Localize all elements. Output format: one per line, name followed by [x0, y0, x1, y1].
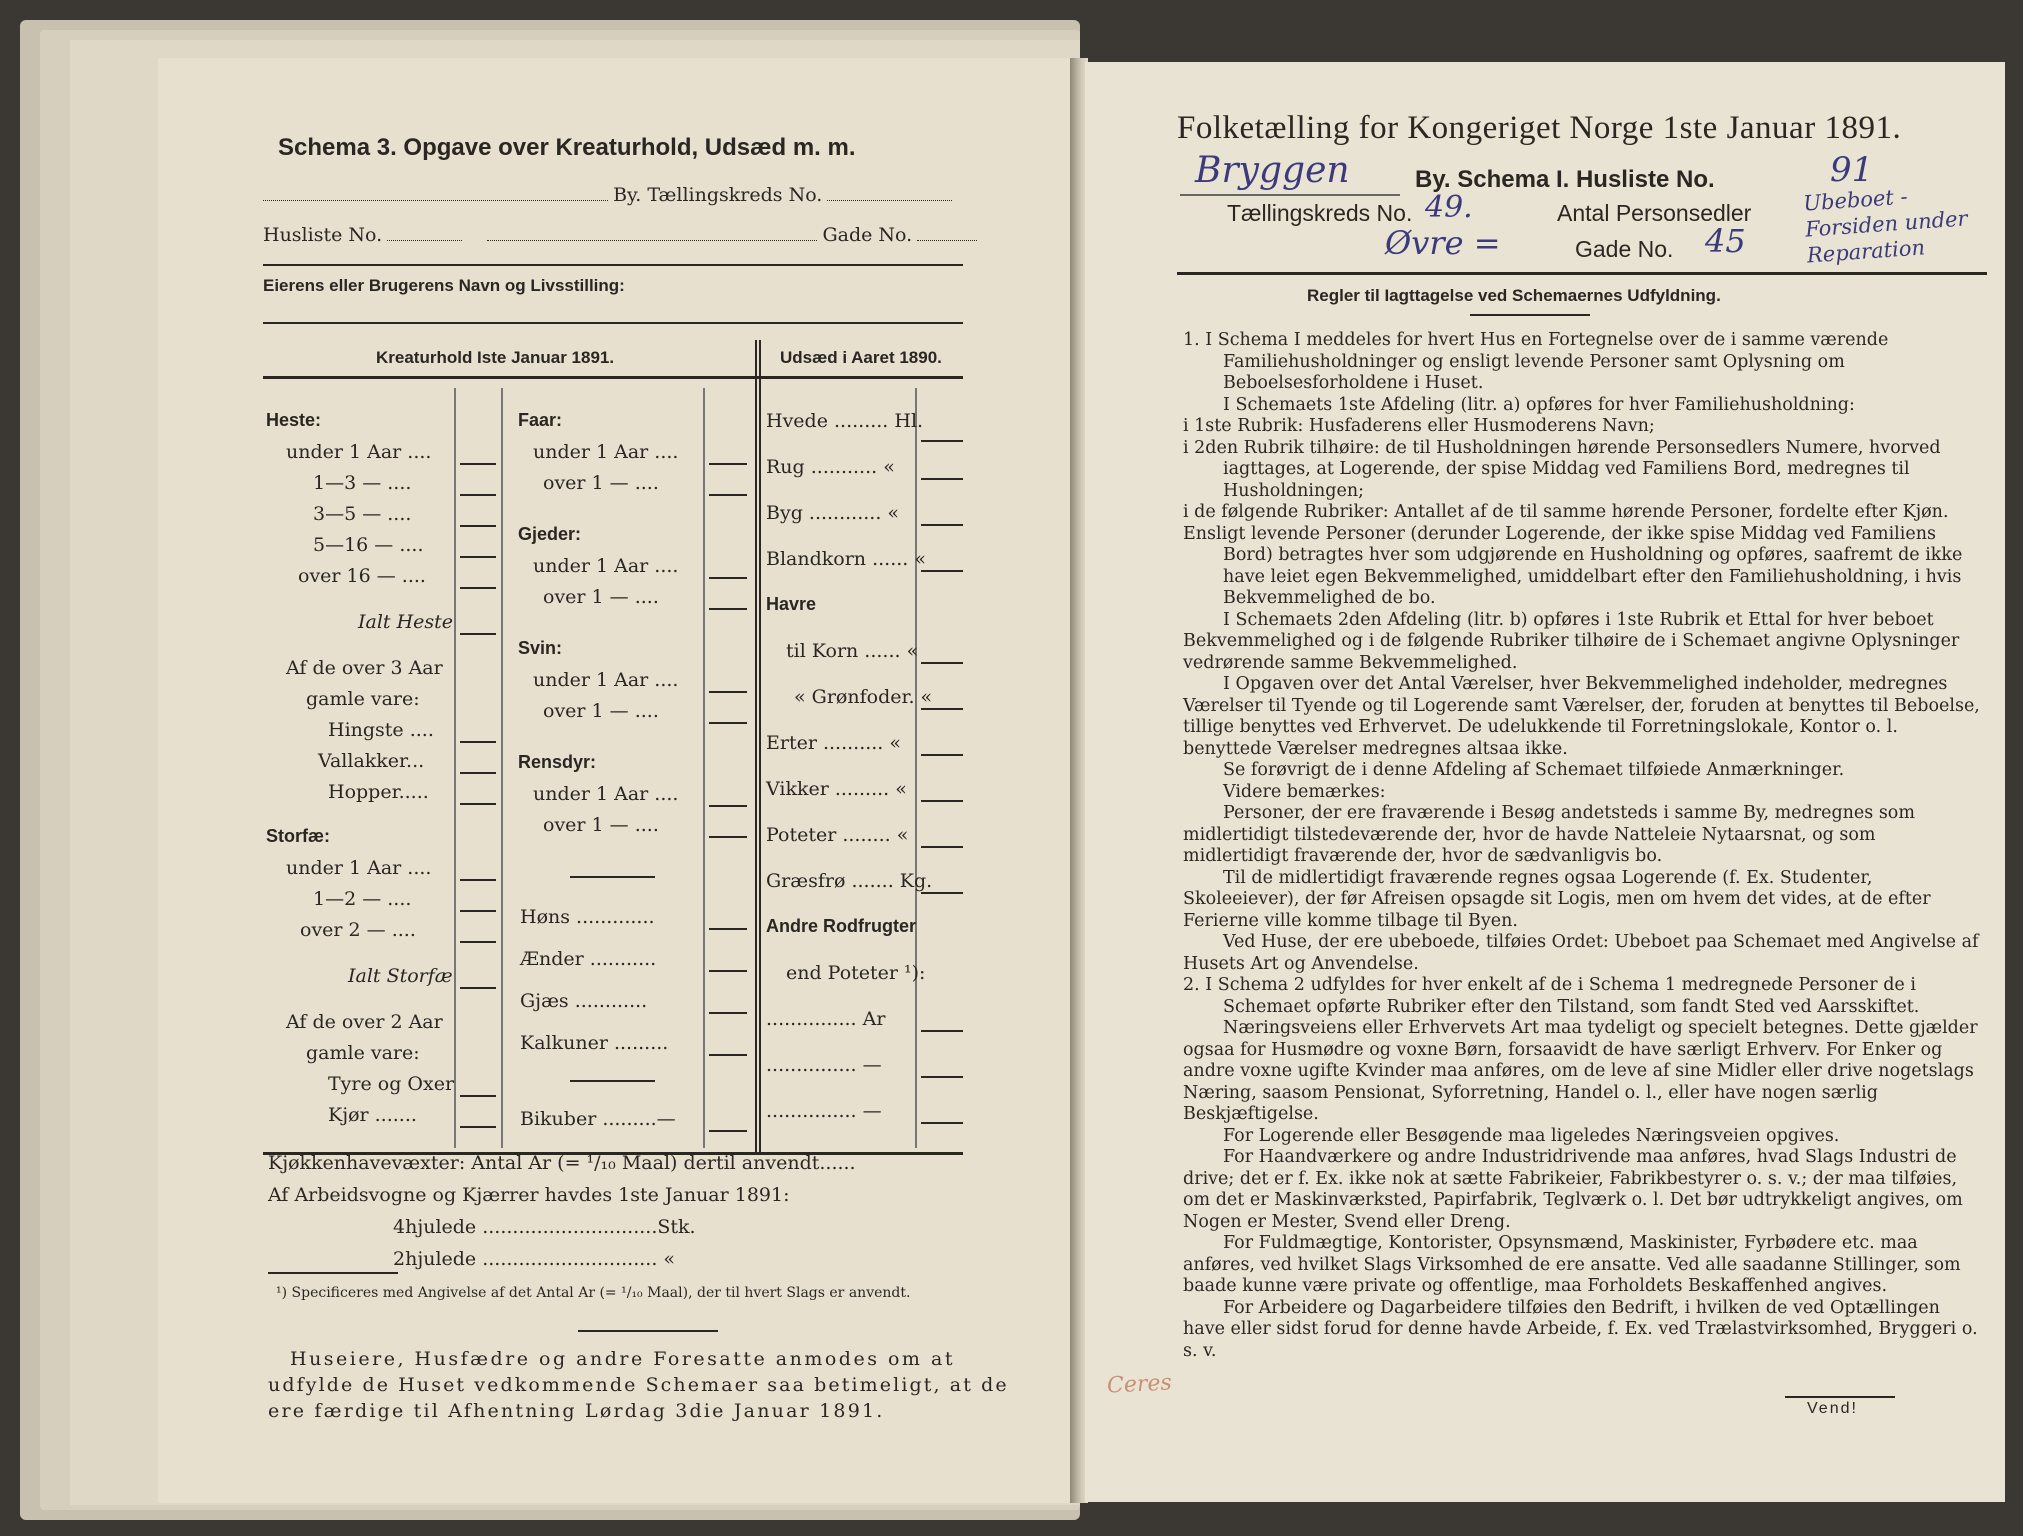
- kreatur-row: Kjør .......: [328, 1104, 417, 1126]
- answer-line: [921, 440, 963, 442]
- by-tellingskreds-label: By. Tællingskreds No.: [613, 184, 823, 206]
- rensdyr-label: Rensdyr:: [518, 752, 597, 772]
- pencil-note: Ceres: [1106, 1370, 1173, 1399]
- answer-line: [921, 570, 963, 572]
- divider-line: [263, 322, 963, 324]
- rules-title: Regler til Iagttagelse ved Schemaernes Udfyldning.: [1307, 286, 1721, 305]
- tellingskreds-blank: [827, 200, 952, 201]
- rule-paragraph: Til de midlertidigt fraværende regnes ogsaa Logerende (f. Ex. Studenter, Skoleeiever), der før Afreisen opsagde sit Logis, men om hvem det vides, at de efter Ferierne ville komme tilbage til Byen.: [1183, 867, 1931, 931]
- gronfoder-row: « Grønfoder. «: [794, 686, 933, 708]
- rodfrugt-row: ............... —: [766, 1100, 882, 1122]
- answer-line: [460, 772, 496, 774]
- answer-line: [709, 577, 747, 579]
- answer-line: [709, 463, 747, 465]
- byg-row: Byg ............ «: [766, 502, 900, 524]
- answer-line: [460, 941, 496, 943]
- column-rule: [703, 388, 705, 1148]
- answer-line: [921, 1122, 963, 1124]
- rule-paragraph: Næringsveiens eller Erhvervets Art maa tydeligt og specielt betegnes. Dette gjælder ogsaa for Husmødre og voxne Børn, forsaavidt de have særligt Erhverv. For Enker og andre voxne ugifte Kvinder maa anføres, om de leve af sine Midler eller drive nogetslags Næring, saasom Pensionat, Syforretning, Handel o. l., eller have nogen særlig Beskjæftigelse.: [1183, 1018, 1978, 1124]
- firehjulede-line: 4hjulede .............................Stk.: [393, 1216, 696, 1238]
- answer-line: [460, 1095, 496, 1097]
- kjokkenhave-line: Kjøkkenhavevæxter: Antal Ar (= ¹/₁₀ Maal) dertil anvendt......: [268, 1152, 856, 1174]
- right-page: [1085, 62, 2005, 1502]
- kreatur-row: over 2 — ....: [300, 919, 416, 941]
- answer-line: [460, 587, 496, 589]
- gade-handwritten: Øvre =: [1385, 224, 1501, 262]
- rule-paragraph: 2. I Schema 2 udfyldes for hver enkelt af de i Schema 1 medregnede Personer de i Schemaet opførte Rubriker efter den Tilstand, som fandt Sted ved Aarsskiftet.: [1183, 975, 1920, 1017]
- tellingskreds-label: Tællingskreds No.: [1227, 200, 1413, 226]
- closing-line-2: udfylde de Huset vedkommende Schemaer saa betimeligt, at de: [268, 1374, 1009, 1396]
- rule-paragraph: I Schemaets 2den Afdeling (litr. b) opføres i 1ste Rubrik et Ettal for hver beboet Bekvemmelighed og i de følgende Rubriker tilhøire de i Schemaet angivne Oplysninger vedrørende samme Bekvemmelighed.: [1183, 609, 1960, 673]
- answer-line: [921, 1076, 963, 1078]
- kreatur-row: under 1 Aar ....: [533, 783, 679, 805]
- kreatur-row: Vallakker...: [318, 750, 425, 772]
- answer-line: [709, 608, 747, 610]
- antal-handwritten-note: Ubeboet - Forsiden under Reparation: [1802, 184, 1969, 268]
- kreatur-row: under 1 Aar ....: [533, 555, 679, 577]
- answer-line: [460, 803, 496, 805]
- ialt-storfae: Ialt Storfæ: [348, 965, 453, 987]
- andre-rodfrugter-label: Andre Rodfrugter: [766, 916, 916, 936]
- ialt-heste: Ialt Heste: [358, 611, 454, 633]
- kalkuner-row: Kalkuner .........: [520, 1032, 669, 1054]
- rule-paragraph: Personer, der ere fraværende i Besøg andetsteds i samme By, medregnes som midlertidigt tilstedeværende der, hvor de havde Natteleie Nytaarsnat, og som midlertidigt fraværende der, hvor de sædvanligvis bo.: [1183, 803, 1915, 866]
- aender-row: Ænder ...........: [520, 948, 657, 970]
- kreatur-row: 1—2 — ....: [313, 888, 412, 910]
- gade-label: Gade No.: [822, 224, 913, 246]
- vend-rule: [1785, 1396, 1895, 1398]
- answer-line: [709, 1130, 747, 1132]
- footnote: ¹) Specificeres med Angivelse af det Antal Ar (= ¹/₁₀ Maal), der til hvert Slags er anvendt.: [276, 1285, 911, 1301]
- answer-line: [921, 708, 963, 710]
- kreatur-row: Hopper.....: [328, 781, 429, 803]
- rule-paragraph: Ved Huse, der ere ubeboede, tilføies Ordet: Ubeboet paa Schemaet med Angivelse af Husets Art og Anvendelse.: [1183, 932, 1979, 974]
- column-rule: [915, 388, 917, 1148]
- kreatur-row: over 1 — ....: [543, 472, 659, 494]
- answer-line: [460, 879, 496, 881]
- kreatur-row: 5—16 — ....: [313, 534, 424, 556]
- vend-label: Vend!: [1807, 1400, 1858, 1417]
- answer-line: [921, 478, 963, 480]
- answer-line: [709, 722, 747, 724]
- answer-line: [921, 800, 963, 802]
- poteter-row: Poteter ........ «: [766, 824, 909, 846]
- answer-line: [921, 892, 963, 894]
- graesfro-row: Græsfrø ....... Kg.: [766, 870, 933, 892]
- answer-line: [709, 1054, 747, 1056]
- kreatur-row: over 16 — ....: [298, 565, 426, 587]
- husliste-row: [263, 224, 977, 246]
- kreatur-row: gamle vare:: [306, 1042, 420, 1064]
- footnote-rule: [578, 1330, 718, 1332]
- by-blank: [1180, 194, 1400, 196]
- answer-line: [921, 662, 963, 664]
- answer-line: [460, 741, 496, 743]
- rule-paragraph: I Opgaven over det Antal Værelser, hver Bekvemmelighed indeholder, medregnes Værelser til Tyende og til Logerende samt Værelser, der, foruden at benyttes til Beboelse, tillige benyttes ved Erhvervet. De udelukkende til Forretningslokale, Kontor o. l. benyttede Værelser medregnes altsaa ikke.: [1183, 674, 1980, 759]
- vikker-row: Vikker ......... «: [766, 778, 907, 800]
- end-poteter-label: end Poteter ¹):: [786, 962, 926, 984]
- eier-label: Eierens eller Brugerens Navn og Livsstilling:: [263, 276, 625, 295]
- left-page: [158, 58, 1070, 1503]
- answer-line: [709, 1012, 747, 1014]
- schema3-title: Schema 3. Opgave over Kreaturhold, Udsæd m. m.: [278, 134, 856, 161]
- rodfrugt-row: ............... —: [766, 1054, 882, 1076]
- answer-line: [709, 494, 747, 496]
- answer-line: [460, 463, 496, 465]
- closing-line-1: Huseiere, Husfædre og andre Foresatte anmodes om at: [290, 1348, 955, 1370]
- kreatur-row: gamle vare:: [306, 688, 420, 710]
- erter-row: Erter .......... «: [766, 732, 902, 754]
- answer-line: [921, 524, 963, 526]
- kreatur-row: 1—3 — ....: [313, 472, 412, 494]
- kreatur-row: Af de over 3 Aar: [286, 657, 443, 679]
- divider-short: [570, 876, 655, 878]
- answer-line: [460, 494, 496, 496]
- folketaelling-title: Folketælling for Kongeriget Norge 1ste Januar 1891.: [1177, 110, 1902, 146]
- by-line-row: [263, 184, 952, 206]
- kreatur-row: under 1 Aar ....: [533, 669, 679, 691]
- faar-label: Faar:: [518, 410, 563, 430]
- closing-line-3: ere færdige til Afhentning Lørdag 3die Januar 1891.: [268, 1400, 885, 1422]
- rule-paragraph: For Haandværkere og andre Industridrivende maa anføres, hvad Slags Industri de drive; det er f. Ex. ikke nok at sætte Fabrikeier, Fabrikbestyrer o. s. v.; der maa tilføies, om det er Maskinværksted, Papirfabrik, Teglværk o. l. Det bør udtrykkeligt angives, om Nogen er Mester, Svend eller Dreng.: [1183, 1147, 1963, 1232]
- antal-personsedler-label: Antal Personsedler: [1557, 200, 1752, 226]
- storfae-label: Storfæ:: [266, 826, 330, 846]
- gade-no-blank: [917, 240, 977, 241]
- hons-row: Høns .............: [520, 906, 655, 928]
- divider-line: [263, 264, 963, 266]
- answer-line: [709, 805, 747, 807]
- kreatur-row: 3—5 — ....: [313, 503, 412, 525]
- by-handwritten: Bryggen: [1195, 150, 1350, 191]
- hvede-row: Hvede ......... Hl.: [766, 410, 924, 432]
- rodfrugt-row: ............... Ar: [766, 1008, 886, 1030]
- rule-paragraph: Videre bemærkes:: [1223, 781, 1386, 802]
- column-divider: [759, 340, 761, 1152]
- rules-text: [1183, 330, 1983, 1362]
- answer-line: [460, 633, 496, 635]
- answer-line: [709, 691, 747, 693]
- arbeidsvogne-line: Af Arbeidsvogne og Kjærrer havdes 1ste Januar 1891:: [268, 1184, 790, 1206]
- kreaturhold-heading: Kreaturhold Iste Januar 1891.: [376, 348, 615, 367]
- kreatur-row: Hingste ....: [328, 719, 434, 741]
- blandkorn-row: Blandkorn ...... «: [766, 548, 926, 570]
- tohjulede-line: 2hjulede ............................. «: [393, 1248, 676, 1270]
- header-divider: [1177, 272, 1987, 275]
- gjaes-row: Gjæs ............: [520, 990, 648, 1012]
- rules-title-rule: [1470, 314, 1590, 316]
- answer-line: [460, 1126, 496, 1128]
- answer-line: [921, 846, 963, 848]
- rule-paragraph: For Fuldmægtige, Kontorister, Opsynsmænd, Maskinister, Fyrbødere etc. maa anføres, ved hvilket Slags Virksomhed de ere ansatte. Ved alle saadanne Stillinger, som baade kunne være private og offentlige, maa Forholdets Beskaffenhed angives.: [1183, 1233, 1961, 1296]
- answer-line: [460, 987, 496, 989]
- kreatur-row: under 1 Aar ....: [286, 441, 432, 463]
- rule-paragraph: For Arbeidere og Dagarbeidere tilføies den Bedrift, i hvilken de ved Optællingen have eller sidst forud for denne havde Arbeide, f. Ex. ved Trælastvirksomhed, Bryggeri o. s. v.: [1183, 1297, 1978, 1361]
- rule-paragraph: Se forøvrigt de i denne Afdeling af Schemaet tilføiede Anmærkninger.: [1223, 760, 1845, 780]
- gjeder-label: Gjeder:: [518, 524, 582, 544]
- husliste-blank: [387, 240, 462, 241]
- kreatur-row: Tyre og Oxer: [328, 1073, 455, 1095]
- kreatur-row: over 1 — ....: [543, 700, 659, 722]
- rule-paragraph: i 1ste Rubrik: Husfaderens eller Husmoderens Navn;: [1183, 416, 1655, 436]
- answer-line: [460, 525, 496, 527]
- kreatur-row: over 1 — ....: [543, 814, 659, 836]
- answer-line: [460, 556, 496, 558]
- udsaed-heading: Udsæd i Aaret 1890.: [780, 348, 942, 367]
- column-rule: [501, 388, 503, 1148]
- column-rule: [454, 388, 456, 1148]
- answer-line: [921, 754, 963, 756]
- divider-short: [570, 1080, 655, 1082]
- rule-paragraph: 1. I Schema I meddeles for hvert Hus en Fortegnelse over de i samme værende Familiehusholdninger og ensligt levende Personer samt Oplysning om Beboelsesforholdene i Huset.: [1183, 330, 1889, 393]
- tellingskreds-handwritten: 49.: [1425, 190, 1473, 225]
- answer-line: [709, 928, 747, 930]
- til-korn-row: til Korn ...... «: [786, 640, 919, 662]
- answer-line: [709, 836, 747, 838]
- by-schema-label: By. Schema I. Husliste No.: [1415, 166, 1715, 193]
- husliste-label: Husliste No.: [263, 224, 383, 246]
- rule-paragraph: i de følgende Rubriker: Antallet af de til samme hørende Personer, fordelte efter Kjøn.: [1183, 502, 1949, 522]
- rule-paragraph: For Logerende eller Besøgende maa ligeledes Næringsveien opgives.: [1223, 1125, 1840, 1146]
- answer-line: [709, 970, 747, 972]
- gade-no-handwritten: 45: [1705, 222, 1746, 260]
- kreatur-row: under 1 Aar ....: [533, 441, 679, 463]
- table-header-line: [263, 376, 963, 379]
- answer-line: [921, 1030, 963, 1032]
- bikuber-row: Bikuber .........—: [520, 1108, 676, 1130]
- footnote-rule: [268, 1272, 398, 1274]
- gade-no-label: Gade No.: [1575, 236, 1674, 262]
- rug-row: Rug ........... «: [766, 456, 895, 478]
- havre-label: Havre: [766, 594, 817, 614]
- by-blank: [263, 200, 608, 201]
- husliste-no-handwritten: 91: [1830, 150, 1874, 190]
- kreatur-row: Af de over 2 Aar: [286, 1011, 443, 1033]
- rule-paragraph: i 2den Rubrik tilhøire: de til Husholdningen hørende Personsedlers Numere, hvorved iagttages, at Logerende, der spise Middag ved Familiens Bord, medregnes til Husholdningen;: [1183, 437, 1941, 501]
- column-divider: [755, 340, 757, 1152]
- heste-label: Heste:: [266, 410, 322, 430]
- gade-blank: [487, 240, 817, 241]
- answer-line: [460, 910, 496, 912]
- svin-label: Svin:: [518, 638, 563, 658]
- rule-paragraph: Ensligt levende Personer (derunder Logerende, der ikke spise Middag ved Familiens Bord) betragtes hver som udgjørende en Husholdning og opføres, saafremt de ikke have leiet egen Bekvemmelighed, umiddelbart efter den Familiehusholdning, i hvis Bekvemmelighed de bo.: [1183, 523, 1963, 608]
- kreatur-row: over 1 — ....: [543, 586, 659, 608]
- kreatur-row: under 1 Aar ....: [286, 857, 432, 879]
- rule-paragraph: I Schemaets 1ste Afdeling (litr. a) opføres for hver Familiehusholdning:: [1223, 394, 1855, 415]
